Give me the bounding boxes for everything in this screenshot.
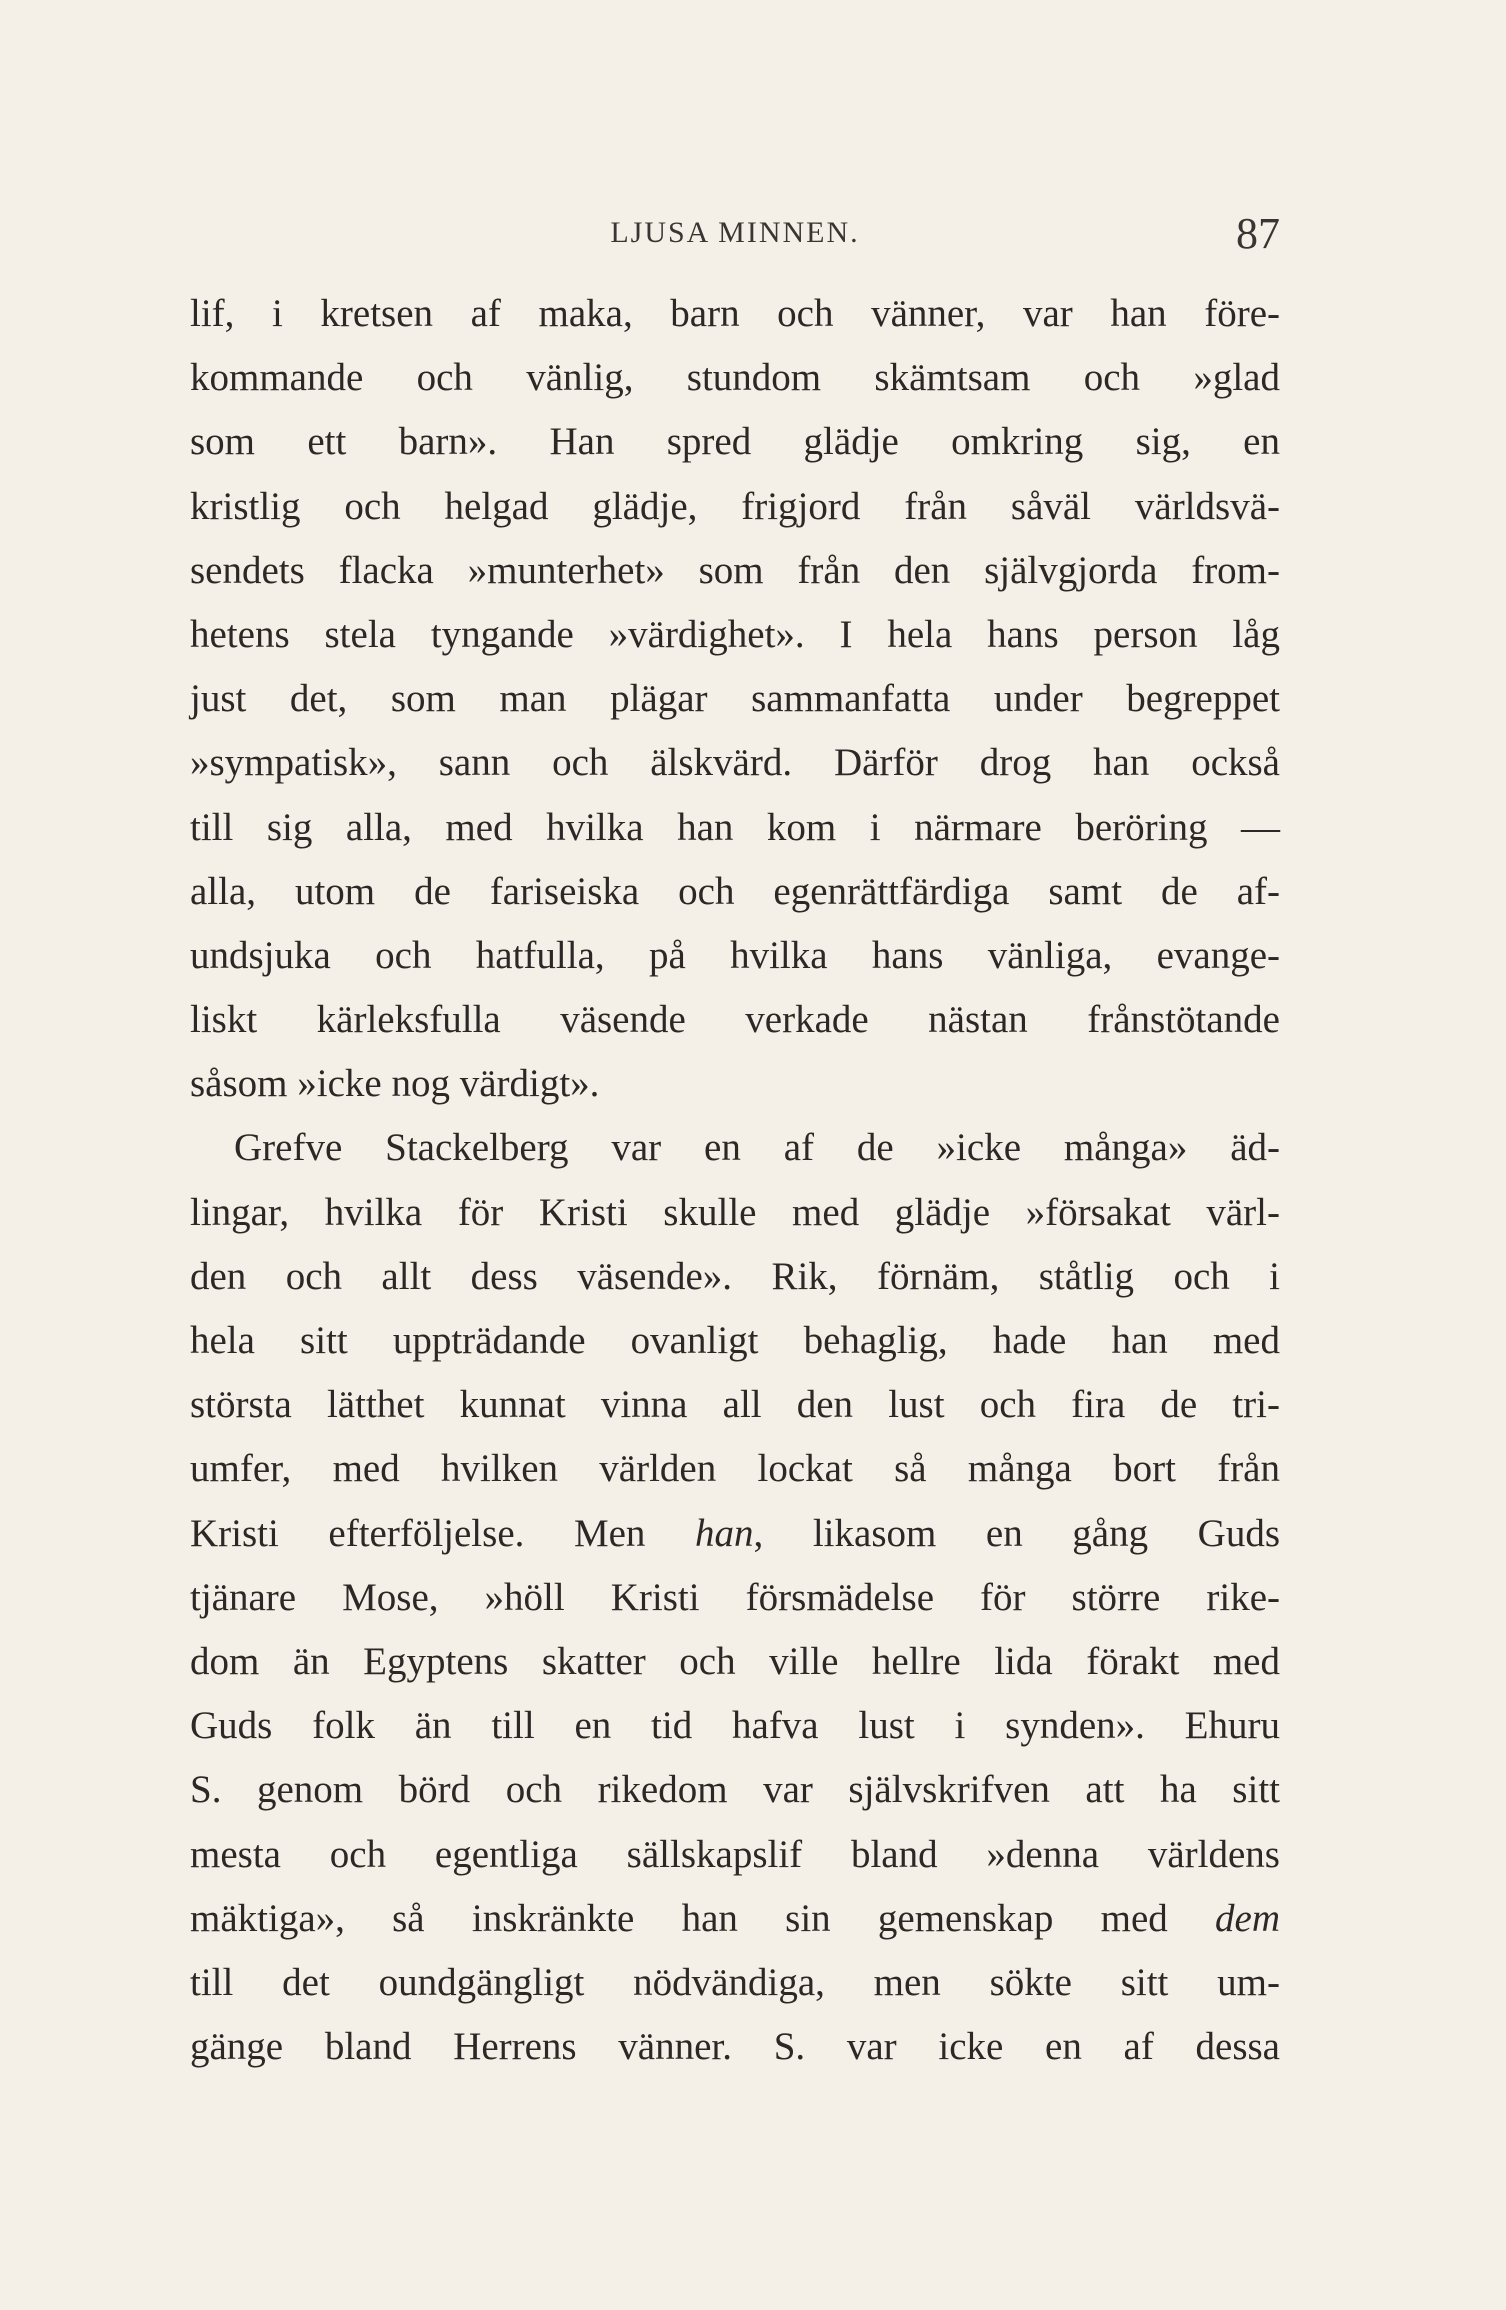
italic-word: han [695, 1511, 754, 1555]
body-text [190, 282, 1280, 2079]
text-line: lingar, hvilka för Kristi skulle med glädje »försakat värl- [190, 1190, 1280, 1234]
text-line [190, 1502, 1280, 1566]
text-line: »sympatisk», sann och älskvärd. Därför drog han också [190, 741, 1280, 785]
text-line: alla, utom de fariseiska och egenrättfärdiga samt de af- [190, 869, 1280, 913]
text-line: gänge bland Herrens vänner. S. var icke en af dessa [190, 2025, 1280, 2069]
text-line: största lätthet kunnat vinna all den lust och fira de tri- [190, 1383, 1280, 1427]
text-line: Grefve Stackelberg var en af de »icke många» äd- [234, 1126, 1280, 1170]
page-number: 87 [1236, 209, 1280, 258]
page-header [190, 208, 1280, 268]
text-line: dom än Egyptens skatter och ville hellre lida förakt med [190, 1639, 1280, 1683]
text-line: mesta och egentliga sällskapslif bland »denna världens [190, 1832, 1280, 1876]
text-line: som ett barn». Han spred glädje omkring sig, en [190, 420, 1280, 464]
text-line: kristlig och helgad glädje, frigjord från såväl världsvä- [190, 484, 1280, 528]
text-line: liskt kärleksfulla väsende verkade nästan frånstötande [190, 998, 1280, 1042]
text-segment: mäktiga», så inskränkte han sin gemenskap med [190, 1896, 1216, 1940]
text-line: den och allt dess väsende». Rik, förnäm, ståtlig och i [190, 1254, 1280, 1298]
text-line: såsom »icke nog värdigt». [190, 1062, 600, 1106]
running-title: LJUSA MINNEN. [610, 216, 860, 249]
text-line: undsjuka och hatfulla, på hvilka hans vänliga, evange- [190, 933, 1280, 977]
text-line: S. genom börd och rikedom var självskrifven att ha sitt [190, 1768, 1280, 1812]
italic-word: dem [1215, 1896, 1280, 1940]
text-segment: Kristi efterföljelse. Men [190, 1511, 696, 1555]
text-line: tjänare Mose, »höll Kristi försmädelse för större rike- [190, 1575, 1280, 1619]
text-line: just det, som man plägar sammanfatta under begreppet [190, 677, 1280, 721]
text-line: sendets flacka »munterhet» som från den självgjorda from- [190, 548, 1280, 592]
text-line: till sig alla, med hvilka han kom i närmare beröring — [190, 805, 1280, 849]
text-line [190, 1887, 1280, 1951]
text-line: Guds folk än till en tid hafva lust i synden». Ehuru [190, 1704, 1280, 1748]
text-line: hetens stela tyngande »värdighet». I hela hans person låg [190, 612, 1280, 656]
text-line: hela sitt uppträdande ovanligt behaglig, hade han med [190, 1319, 1280, 1362]
text-line: lif, i kretsen af maka, barn och vänner, var han före- [190, 292, 1280, 335]
text-segment: , likasom en gång Guds [753, 1511, 1280, 1555]
paragraph-1 [190, 282, 1280, 1116]
paragraph-2 [190, 1116, 1280, 2079]
text-line: umfer, med hvilken världen lockat så många bort från [190, 1447, 1280, 1491]
text-line: kommande och vänlig, stundom skämtsam och »glad [190, 356, 1280, 400]
text-line: till det oundgängligt nödvändiga, men sökte sitt um- [190, 1960, 1280, 2004]
